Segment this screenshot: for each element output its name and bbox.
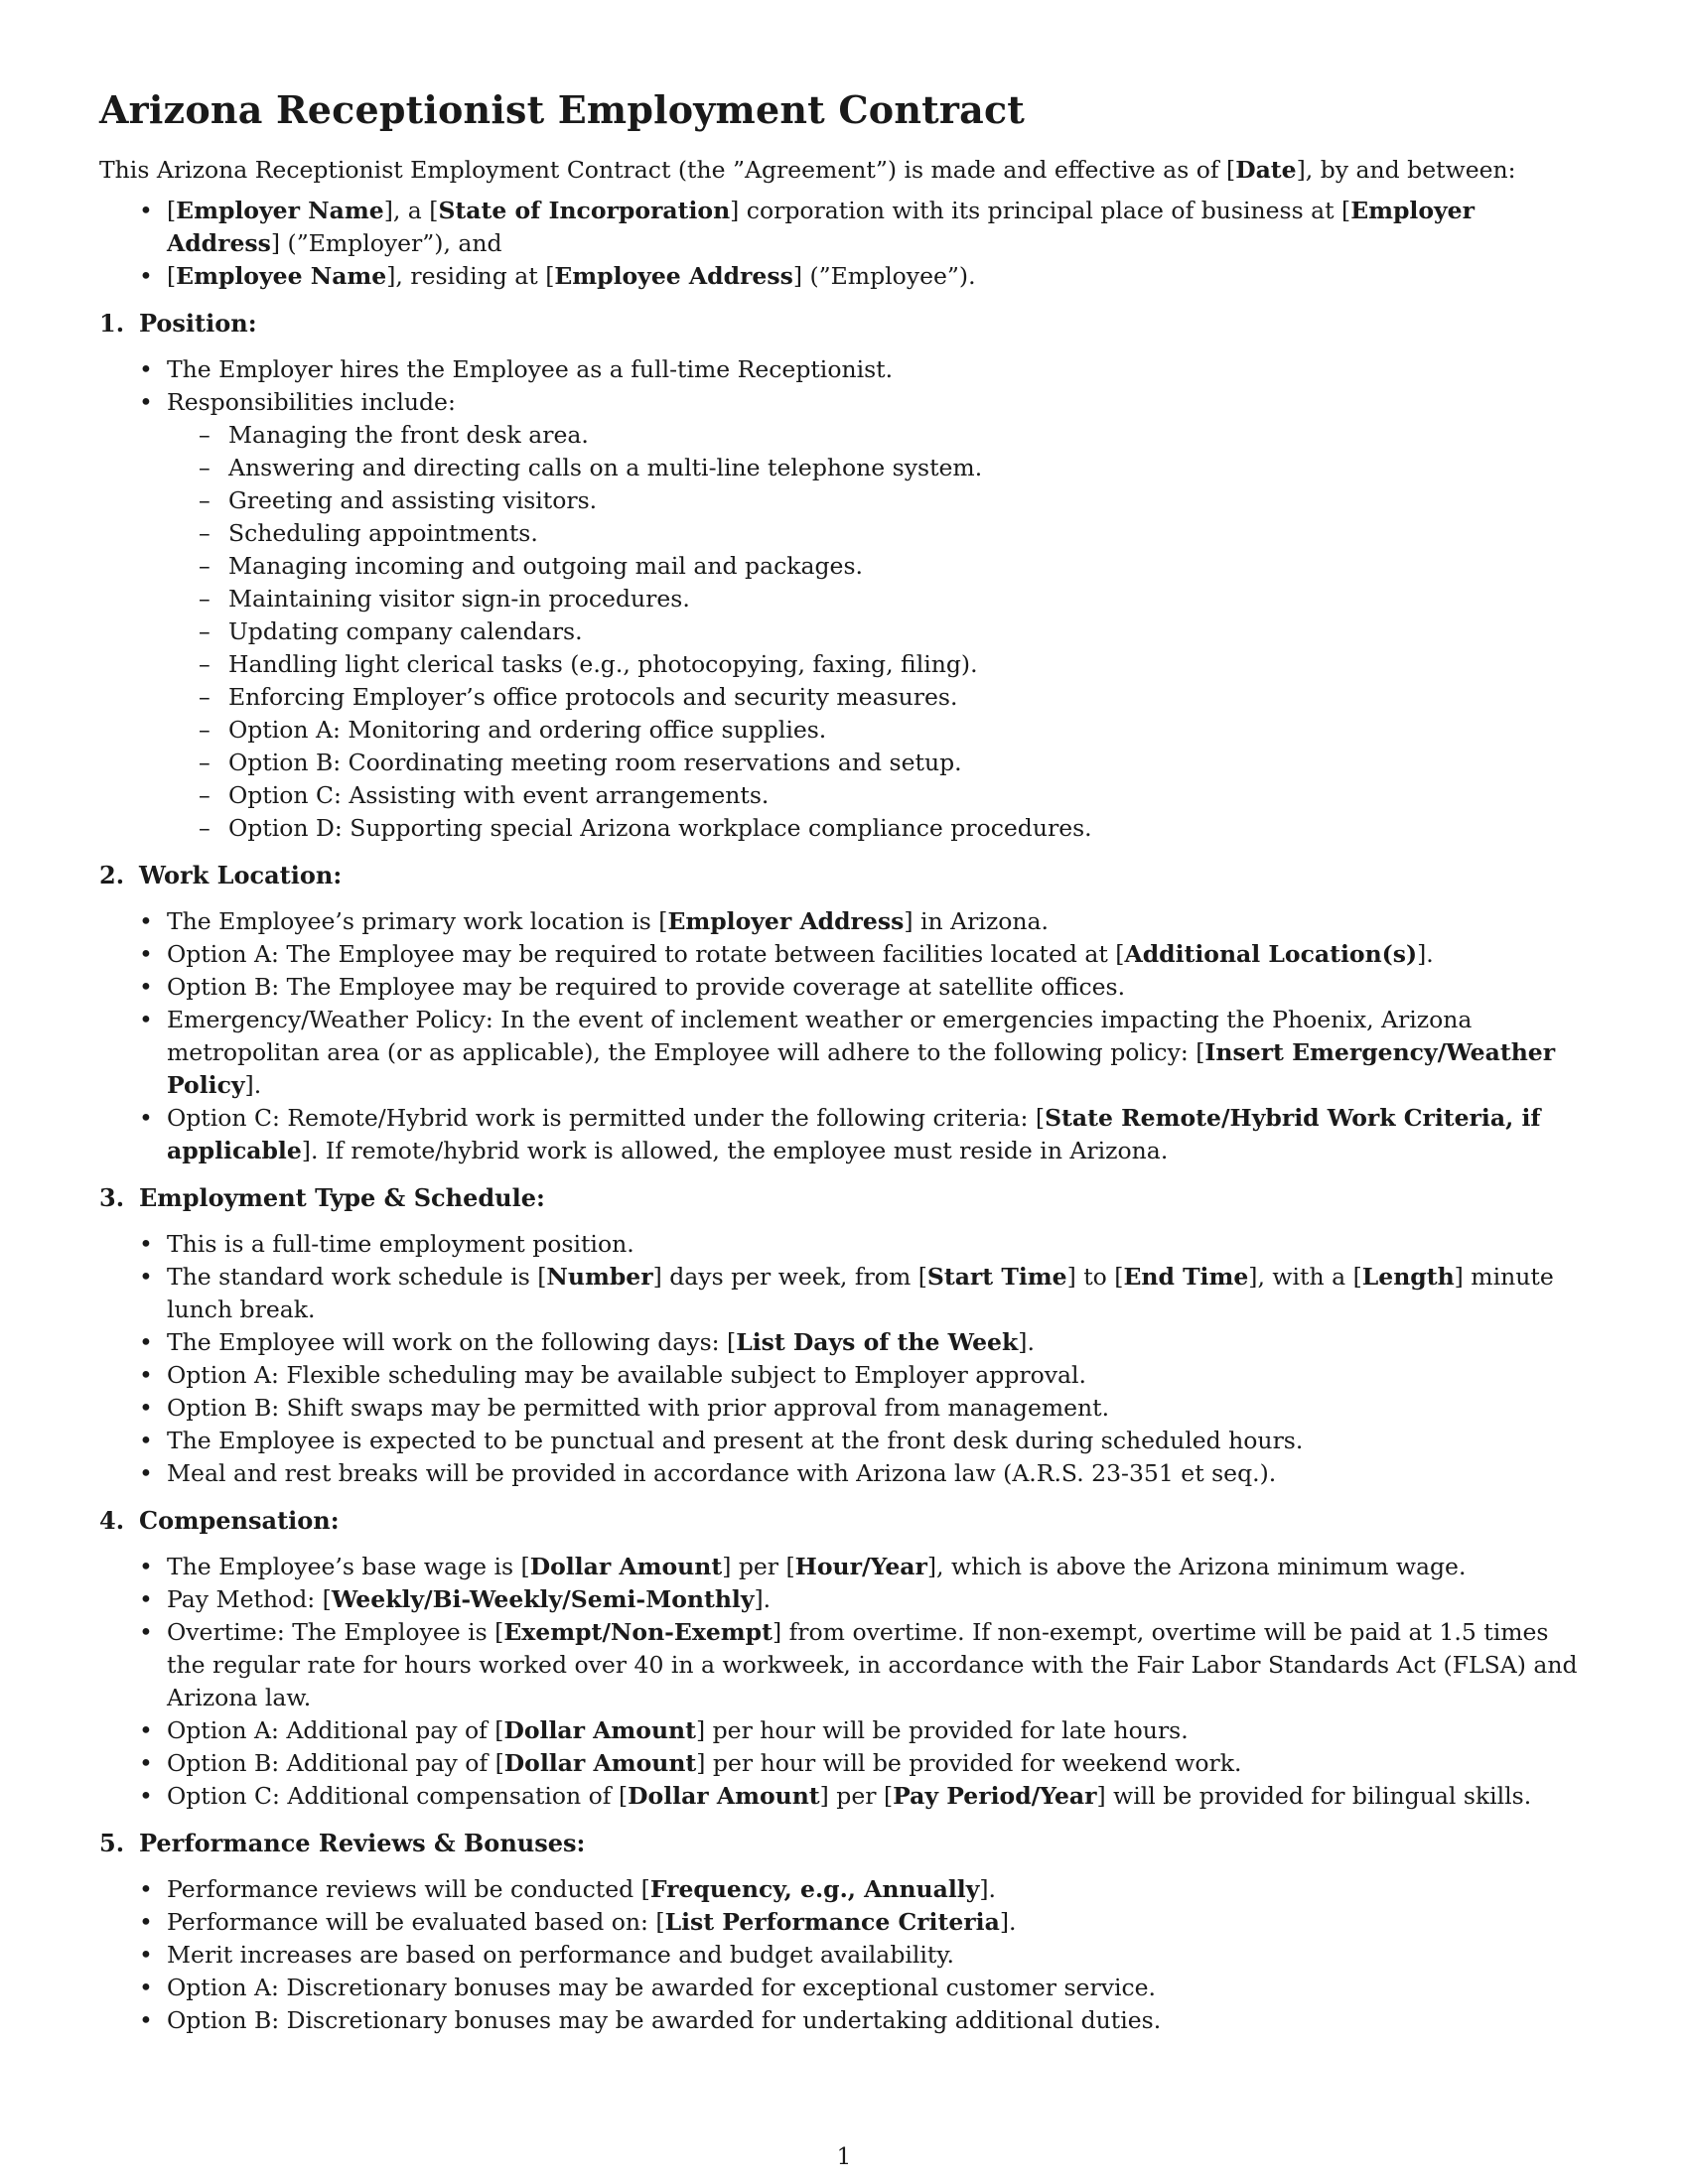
list-item: • Option C: Remote/Hybrid work is permitted under the following criteria: [State Remote/Hybrid Work Criteria, if applicable]. If remote/hybrid work is allowed, the employee must reside in Arizona.	[99, 1102, 1589, 1167]
state-placeholder: State of Incorporation	[438, 197, 731, 224]
section-heading: 3. Employment Type & Schedule:	[99, 1183, 545, 1212]
list-item: • Merit increases are based on performance and budget availability.	[99, 1939, 1589, 1972]
intro-paragraph	[99, 154, 1589, 187]
intro-text-end: ], by and between:	[1296, 156, 1516, 184]
page-number: 1	[836, 2144, 852, 2170]
contract-page	[99, 87, 1589, 2037]
employer-name-placeholder: Employer Name	[176, 197, 384, 224]
duty-item: – Enforcing Employer’s office protocols and security measures.	[99, 681, 1589, 714]
list-item: • Option A: Discretionary bonuses may be awarded for exceptional customer service.	[99, 1972, 1589, 2004]
list-item: • Option B: Shift swaps may be permitted with prior approval from management.	[99, 1392, 1589, 1425]
duty-item: – Answering and directing calls on a multi-line telephone system.	[99, 452, 1589, 484]
duty-item: – Managing the front desk area.	[99, 419, 1589, 452]
date-placeholder: Date	[1235, 156, 1297, 184]
employer-address-placeholder: Employer Address	[167, 197, 1476, 257]
duty-item: – Option A: Monitoring and ordering office supplies.	[99, 714, 1589, 747]
list-item: • Responsibilities include: – Managing the front desk area. – Answering and directing calls on a multi-line telephone system. – Greeting and assisting visitors. – Scheduling appointments. – Managing incoming and outgoing mail and packages. – Maintaining visitor sign-in procedures. – Updating company calendars. – Handling light clerical tasks (e.g., photocopying, faxing, filing). – Enforcing Employer’s office protocols and security measures. – Option A: Monitoring and ordering office supplies. – Option B: Coordinating meeting room reservations and setup. – Option C: Assisting with event arrangements. – Option D: Supporting special Arizona workplace compliance procedures.	[99, 386, 1589, 845]
list-item: • Option C: Additional compensation of [Dollar Amount] per [Pay Period/Year] will be provided for bilingual skills.	[99, 1780, 1589, 1813]
duty-item: – Option B: Coordinating meeting room reservations and setup.	[99, 747, 1589, 779]
list-item: • Overtime: The Employee is [Exempt/Non-Exempt] from overtime. If non-exempt, overtime will be paid at 1.5 times the regular rate for hours worked over 40 in a workweek, in accordance with the Fair Labor Standards Act (FLSA) and Arizona law.	[99, 1616, 1589, 1714]
section-heading: 5. Performance Reviews & Bonuses:	[99, 1829, 586, 1857]
list-item: • Option A: Additional pay of [Dollar Amount] per hour will be provided for late hours.	[99, 1714, 1589, 1747]
list-item: • Option A: Flexible scheduling may be available subject to Employer approval.	[99, 1359, 1589, 1392]
list-item: • Meal and rest breaks will be provided in accordance with Arizona law (A.R.S. 23-351 et seq.).	[99, 1457, 1589, 1490]
section-heading: 1. Position:	[99, 309, 257, 338]
list-item: • Pay Method: [Weekly/Bi-Weekly/Semi-Monthly].	[99, 1583, 1589, 1616]
list-item: • The Employee will work on the following days: [List Days of the Week].	[99, 1326, 1589, 1359]
duty-item: – Option C: Assisting with event arrangements.	[99, 779, 1589, 812]
section-heading: 2. Work Location:	[99, 861, 343, 889]
list-item: • The standard work schedule is [Number] days per week, from [Start Time] to [End Time], with a [Length] minute lunch break.	[99, 1261, 1589, 1326]
section-employment-type	[99, 1181, 1589, 1490]
duty-item: – Option D: Supporting special Arizona workplace compliance procedures.	[99, 812, 1589, 845]
list-item: • Option A: The Employee may be required to rotate between facilities located at [Additional Location(s)].	[99, 938, 1589, 971]
list-item: • The Employee’s base wage is [Dollar Amount] per [Hour/Year], which is above the Arizona minimum wage.	[99, 1551, 1589, 1583]
list-item: • Performance reviews will be conducted [Frequency, e.g., Annually].	[99, 1873, 1589, 1906]
section-performance	[99, 1827, 1589, 2037]
list-item: • The Employee is expected to be punctual and present at the front desk during scheduled hours.	[99, 1425, 1589, 1457]
duty-item: – Greeting and assisting visitors.	[99, 484, 1589, 517]
list-item: • The Employer hires the Employee as a full-time Receptionist.	[99, 353, 1589, 386]
section-position	[99, 307, 1589, 845]
duty-item: – Maintaining visitor sign-in procedures.	[99, 583, 1589, 615]
list-item: • Option B: Additional pay of [Dollar Amount] per hour will be provided for weekend work.	[99, 1747, 1589, 1780]
party-employee: • [Employee Name], residing at [Employee Address] (”Employee”).	[99, 260, 1589, 293]
list-item: • Emergency/Weather Policy: In the event of inclement weather or emergencies impacting the Phoenix, Arizona metropolitan area (or as applicable), the Employee will adhere to the following policy: [Insert Emergency/Weather Policy].	[99, 1004, 1589, 1102]
list-item: • This is a full-time employment position.	[99, 1228, 1589, 1261]
section-work-location	[99, 859, 1589, 1167]
duties-list	[99, 419, 1589, 845]
employee-address-placeholder: Employee Address	[554, 262, 793, 290]
section-compensation	[99, 1504, 1589, 1813]
list-item: • Option B: The Employee may be required to provide coverage at satellite offices.	[99, 971, 1589, 1004]
list-item: • Performance will be evaluated based on: [List Performance Criteria].	[99, 1906, 1589, 1939]
employee-name-placeholder: Employee Name	[176, 262, 387, 290]
duty-item: – Handling light clerical tasks (e.g., photocopying, faxing, filing).	[99, 648, 1589, 681]
duty-item: – Managing incoming and outgoing mail and packages.	[99, 550, 1589, 583]
parties-list	[99, 195, 1589, 293]
list-item: • The Employee’s primary work location is [Employer Address] in Arizona.	[99, 905, 1589, 938]
duty-item: – Scheduling appointments.	[99, 517, 1589, 550]
section-heading: 4. Compensation:	[99, 1506, 340, 1535]
intro-text: This Arizona Receptionist Employment Contract (the ”Agreement”) is made and effective as of [	[99, 156, 1236, 184]
document-title: Arizona Receptionist Employment Contract	[99, 87, 1026, 132]
party-employer: • [Employer Name], a [State of Incorporation] corporation with its principal place of business at [Employer Address] (”Employer”), and	[99, 195, 1589, 260]
list-item: • Option B: Discretionary bonuses may be awarded for undertaking additional duties.	[99, 2004, 1589, 2037]
duty-item: – Updating company calendars.	[99, 615, 1589, 648]
